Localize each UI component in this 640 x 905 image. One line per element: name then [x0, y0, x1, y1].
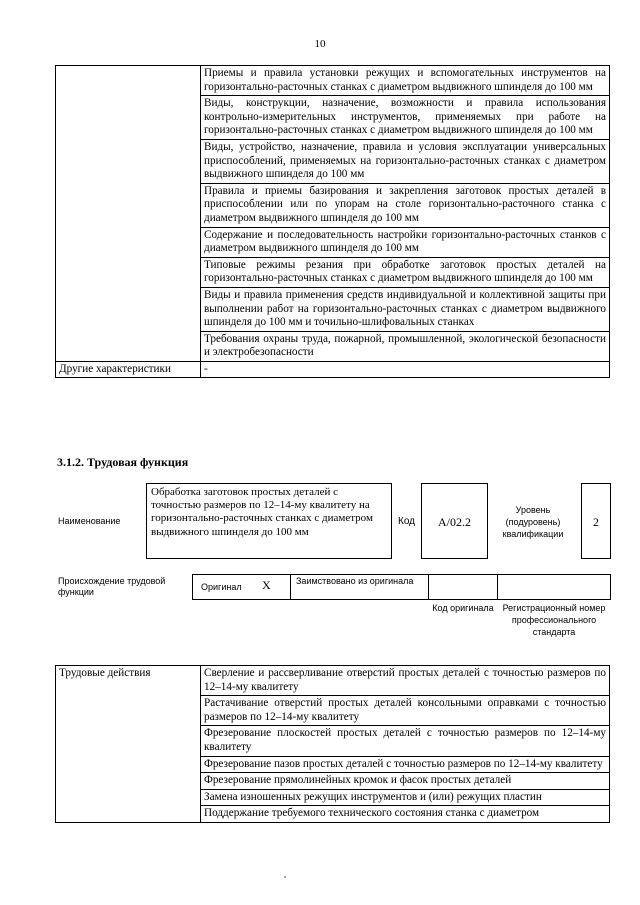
origin-label: Происхождение трудовой функции — [58, 576, 166, 597]
knowledge-item: Виды, конструкции, назначение, возможности и правила использования контрольно-измерительных инструментов, применяемых при работе на горизонтально-расточных станках с диаметром выдвижного шпинделя до 100 мм — [201, 96, 610, 140]
name-label: Наименование — [58, 516, 121, 526]
labor-action-item: Замена изношенных режущих инструментов и (или) режущих пластин — [201, 789, 610, 806]
knowledge-item: Виды и правила применения средств индивидуальной и коллективной защиты при выполнении работ на горизонтально-расточных станках с диаметром выдвижного шпинделя до 100 мм и точильно-шлифовальных станках — [201, 287, 610, 331]
labor-action-item: Поддержание требуемого технического состояния станка с диаметром — [201, 806, 610, 823]
code-value-box: A/02.2 — [421, 483, 488, 559]
original-label: Оригинал — [201, 582, 242, 592]
labor-action-item: Растачивание отверстий простых деталей консольными оправками с точностью размеров по 12–14-му квалитету — [201, 696, 610, 726]
labor-action-item: Фрезерование прямолинейных кромок и фасок простых деталей — [201, 773, 610, 790]
labor-action-item: Сверление и рассверливание отверстий простых деталей с точностью размеров по 12–14-му квалитету — [201, 666, 610, 696]
reg-number-box — [497, 574, 611, 600]
table-row — [56, 361, 610, 378]
labor-actions-table — [55, 665, 610, 823]
labor-actions-label: Трудовые действия — [56, 666, 201, 823]
knowledge-item: Содержание и последовательность настройки горизонтально-расточных станков с диаметром выдвижного шпинделя до 100 мм — [201, 227, 610, 257]
scan-dot — [284, 876, 286, 878]
code-original-box — [428, 574, 498, 600]
borrowed-label: Заимствовано из оригинала — [296, 576, 414, 586]
labor-action-item: Фрезерование плоскостей простых деталей с точностью размеров по 12–14-му квалитету — [201, 726, 610, 756]
table-row — [56, 666, 610, 696]
function-name-box: Обработка заготовок простых деталей с точностью размеров по 12–14-му квалитету на горизонтально-расточных станках с диаметром выдвижного шпинделя до 100 мм — [146, 483, 392, 559]
knowledge-item: Типовые режимы резания при обработке заготовок простых деталей на горизонтально-расточных станках с диаметром выдвижного шпинделя до 100 мм — [201, 257, 610, 287]
code-original-caption: Код оригинала — [432, 603, 494, 613]
labor-action-item: Фрезерование пазов простых деталей с точностью размеров по 12–14-му квалитету — [201, 756, 610, 773]
knowledge-item: Требования охраны труда, пожарной, промышленной, экологической безопасности и электробезопасности — [201, 331, 610, 361]
reg-number-caption: Регистрационный номер профессионального стандарта — [502, 603, 606, 637]
page-number: 10 — [314, 38, 326, 50]
other-characteristics-label: Другие характеристики — [56, 361, 201, 378]
knowledge-item: Виды, устройство, назначение, правила и условия эксплуатации универсальных приспособлений, применяемых на горизонтально-расточных станках с диаметром выдвижного шпинделя до 100 мм — [201, 139, 610, 183]
row-label-empty — [56, 66, 201, 362]
level-value-box: 2 — [581, 483, 611, 559]
knowledge-item: Правила и приемы базирования и закрепления заготовок простых деталей в приспособлении или по упорам на столе горизонтально-расточного станка с диаметром выдвижного шпинделя до 100 мм — [201, 183, 610, 227]
other-characteristics-value: - — [201, 361, 610, 378]
original-mark: X — [262, 578, 271, 592]
knowledge-item: Приемы и правила установки режущих и вспомогательных инструментов на горизонтально-расточных станках с диаметром выдвижного шпинделя до 100 мм — [201, 66, 610, 96]
section-title: 3.1.2. Трудовая функция — [57, 455, 189, 469]
level-label: Уровень (подуровень) квалификации — [502, 505, 564, 539]
knowledge-table — [55, 65, 610, 378]
code-label: Код — [398, 516, 416, 527]
table-row — [56, 66, 610, 96]
